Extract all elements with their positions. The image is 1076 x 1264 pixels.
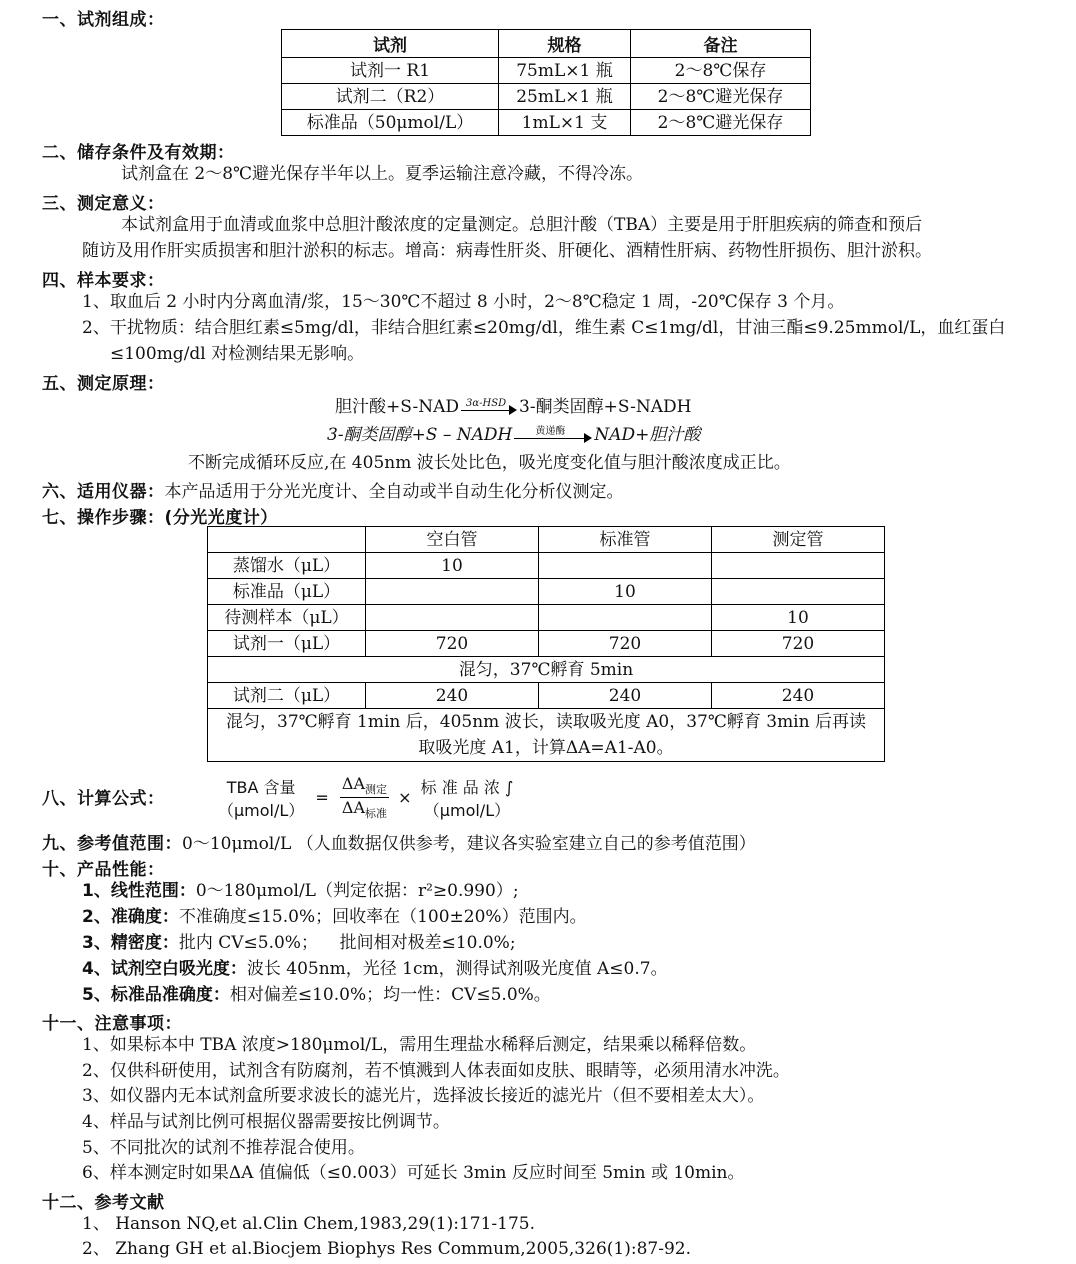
section-heading-performance: 十、产品性能： xyxy=(42,860,165,880)
table-row xyxy=(208,709,885,762)
performance-item xyxy=(82,880,519,902)
performance-label: 1、线性范围： xyxy=(82,881,196,901)
table-cell xyxy=(539,605,712,631)
formula-lhs xyxy=(218,775,304,821)
numerator-subscript: 测定 xyxy=(365,783,388,797)
table-cell: 75mL×1 瓶 xyxy=(499,58,631,84)
equation-2-products: NAD+胆汁酸 xyxy=(594,425,701,445)
performance-label: 2、准确度： xyxy=(82,907,179,927)
table-cell xyxy=(712,553,885,579)
final-step-line-1: 混匀，37℃孵育 1min 后，405nm 波长，读取吸光度 A0，37℃孵育 3min 后再读 xyxy=(226,712,866,732)
table-header-cell: 空白管 xyxy=(366,527,539,553)
table-cell-final-step xyxy=(208,709,885,762)
denominator-subscript: 标准 xyxy=(365,807,388,821)
table-cell: 240 xyxy=(366,683,539,709)
performance-item xyxy=(82,984,551,1006)
table-cell: 2～8℃避光保存 xyxy=(631,84,811,110)
formula-lhs-top: TBA 含量 xyxy=(226,777,296,797)
table-cell: 蒸馏水（μL） xyxy=(208,553,366,579)
table-cell: 240 xyxy=(712,683,885,709)
note-item: 4、样品与试剂比例可根据仪器需要按比例调节。 xyxy=(82,1112,450,1132)
table-cell: 10 xyxy=(366,553,539,579)
table-cell-mix-step: 混匀，37℃孵育 5min xyxy=(208,657,885,683)
table-header-cell: 标准管 xyxy=(539,527,712,553)
section-heading-sample-requirements: 四、样本要求： xyxy=(42,271,165,291)
note-item: 1、如果标本中 TBA 浓度>180μmol/L，需用生理盐水稀释后测定，结果乘以稀释倍数。 xyxy=(82,1035,757,1055)
reaction-equation-1 xyxy=(335,396,691,418)
performance-text: 批内 CV≤5.0%； 批间相对极差≤10.0%; xyxy=(178,933,516,953)
table-cell xyxy=(712,579,885,605)
table-header-cell: 备注 xyxy=(631,30,811,58)
reference-item: 2、 Zhang GH et al.Biocjem Biophys Res Commum,2005,326(1):87-92. xyxy=(82,1239,691,1259)
performance-text: 0～180μmol/L（判定依据：r²≥0.990）; xyxy=(195,881,519,901)
table-header-cell xyxy=(208,527,366,553)
formula-times: × xyxy=(398,788,412,808)
table-header-cell: 规格 xyxy=(499,30,631,58)
table-cell: 720 xyxy=(712,631,885,657)
section-heading-reference-range: 九、参考值范围： xyxy=(42,834,182,854)
equation-2-reactants: 3-酮类固醇+S – NADH xyxy=(327,425,513,445)
table-row xyxy=(282,110,811,136)
instrument-text: 本产品适用于分光光度计、全自动或半自动生化分析仪测定。 xyxy=(164,482,624,502)
performance-item xyxy=(82,932,516,954)
procedure-table xyxy=(207,526,885,762)
table-cell: 试剂二（R2） xyxy=(282,84,499,110)
formula-equals: = xyxy=(315,788,329,808)
performance-label: 4、试剂空白吸光度： xyxy=(82,959,247,979)
table-header-row xyxy=(282,30,811,58)
formula-numerator xyxy=(340,774,389,798)
note-item: 6、样本测定时如果ΔA 值偏低（≤0.003）可延长 3min 反应时间至 5min 或 10min。 xyxy=(82,1163,745,1183)
table-row xyxy=(282,58,811,84)
table-cell xyxy=(366,605,539,631)
reference-range-text: 0～10μmol/L （人血数据仅供参考，建议各实验室建立自己的参考值范围） xyxy=(182,834,756,854)
reference-item: 1、 Hanson NQ,et al.Clin Chem,1983,29(1):171-175. xyxy=(82,1214,536,1234)
reaction-equation-2 xyxy=(327,424,700,446)
table-cell: 试剂一（μL） xyxy=(208,631,366,657)
equation-1-products: 3-酮类固醇+S-NADH xyxy=(519,397,692,417)
formula-rhs-bottom: （μmol/L） xyxy=(423,800,511,820)
section-heading-instrument: 六、适用仪器： xyxy=(42,482,165,502)
performance-label: 3、精密度： xyxy=(82,933,179,953)
table-row xyxy=(208,553,885,579)
reagent-table xyxy=(281,29,811,136)
table-cell: 2～8℃保存 xyxy=(631,58,811,84)
performance-text: 相对偏差≤10.0%；均一性：CV≤5.0%。 xyxy=(229,985,551,1005)
formula-rhs xyxy=(421,775,514,821)
significance-line-2: 随访及用作肝实质损害和胆汁淤积的标志。增高：病毒性肝炎、肝硬化、酒精性肝病、药物性肝损伤、胆汁淤积。 xyxy=(82,241,932,261)
enzyme-label: 黄递酶 xyxy=(535,425,566,437)
table-cell xyxy=(539,553,712,579)
numerator-symbol: ΔA xyxy=(341,774,366,793)
formula-denominator xyxy=(340,798,389,821)
table-cell: 1mL×1 支 xyxy=(499,110,631,136)
table-cell: 试剂二（μL） xyxy=(208,683,366,709)
table-row xyxy=(282,84,811,110)
note-item: 3、如仪器内无本试剂盒所要求波长的滤光片，选择波长接近的滤光片（但不要相差太大）。 xyxy=(82,1086,765,1106)
table-cell: 720 xyxy=(539,631,712,657)
formula-lhs-bottom: （μmol/L） xyxy=(218,800,305,820)
calculation-formula xyxy=(218,774,513,821)
reference-range-line xyxy=(42,829,756,855)
table-cell: 720 xyxy=(366,631,539,657)
table-row xyxy=(208,579,885,605)
performance-label: 5、标准品准确度： xyxy=(82,985,230,1005)
section-heading-references: 十二、参考文献 xyxy=(42,1193,165,1213)
table-row xyxy=(208,683,885,709)
section-heading-formula: 八、计算公式： xyxy=(42,789,165,809)
final-step-line-2: 取吸光度 A1，计算ΔA=A1-A0。 xyxy=(418,738,674,758)
principle-note: 不断完成循环反应,在 405nm 波长处比色，吸光度变化值与胆汁酸浓度成正比。 xyxy=(188,453,791,473)
table-row xyxy=(208,631,885,657)
table-header-cell: 测定管 xyxy=(712,527,885,553)
denominator-symbol: ΔA xyxy=(341,798,366,818)
equation-1-reactants: 胆汁酸+S-NAD xyxy=(335,397,460,417)
table-row xyxy=(208,657,885,683)
table-cell: 标准品（μL） xyxy=(208,579,366,605)
table-cell: 10 xyxy=(712,605,885,631)
instrument-line xyxy=(42,477,624,503)
section-heading-procedure: 七、操作步骤：(分光光度计） xyxy=(42,508,278,528)
section-heading-storage: 二、储存条件及有效期： xyxy=(42,143,235,163)
sample-item-1: 1、取血后 2 小时内分离血清/浆，15～30℃不超过 8 小时，2～8℃稳定 1 周，-20℃保存 3 个月。 xyxy=(82,292,845,312)
table-header-cell: 试剂 xyxy=(282,30,499,58)
formula-fraction xyxy=(340,774,389,821)
performance-text: 波长 405nm，光径 1cm，测得试剂吸光度值 A≤0.7。 xyxy=(246,959,668,979)
performance-item xyxy=(82,906,587,928)
enzyme-label: 3α-HSD xyxy=(466,397,507,409)
formula-rhs-top: 标 准 品 浓 ∫ xyxy=(420,777,514,797)
sample-item-2-line-2: ≤100mg/dl 对检测结果无影响。 xyxy=(110,344,365,364)
section-heading-notes: 十一、注意事项： xyxy=(42,1014,182,1034)
table-cell: 试剂一 R1 xyxy=(282,58,499,84)
table-cell: 240 xyxy=(539,683,712,709)
table-cell: 2～8℃避光保存 xyxy=(631,110,811,136)
performance-item xyxy=(82,958,668,980)
significance-line-1: 本试剂盒用于血清或血浆中总胆汁酸浓度的定量测定。总胆汁酸（TBA）主要是用于肝胆疾病的筛查和预后 xyxy=(121,215,923,235)
storage-text: 试剂盒在 2～8℃避光保存半年以上。夏季运输注意冷藏，不得冷冻。 xyxy=(121,164,644,184)
reaction-arrow-icon xyxy=(514,425,592,443)
note-item: 5、不同批次的试剂不推荐混合使用。 xyxy=(82,1138,365,1158)
table-header-row xyxy=(208,527,885,553)
reaction-arrow-icon xyxy=(461,397,517,415)
section-heading-reagent-composition: 一、试剂组成： xyxy=(42,10,165,30)
performance-text: 不准确度≤15.0%；回收率在（100±20%）范围内。 xyxy=(178,907,587,927)
section-heading-principle: 五、测定原理： xyxy=(42,374,165,394)
table-cell: 10 xyxy=(539,579,712,605)
sample-item-2-line-1: 2、干扰物质：结合胆红素≤5mg/dl，非结合胆红素≤20mg/dl，维生素 C≤1mg/dl，甘油三酯≤9.25mmol/L，血红蛋白 xyxy=(82,318,1006,338)
table-cell xyxy=(366,579,539,605)
table-row xyxy=(208,605,885,631)
table-cell: 25mL×1 瓶 xyxy=(499,84,631,110)
table-cell: 待测样本（μL） xyxy=(208,605,366,631)
table-cell: 标准品（50μmol/L） xyxy=(282,110,499,136)
section-heading-significance: 三、测定意义： xyxy=(42,194,165,214)
note-item: 2、仅供科研使用，试剂含有防腐剂，若不慎溅到人体表面如皮肤、眼睛等，必须用清水冲洗。 xyxy=(82,1061,790,1081)
